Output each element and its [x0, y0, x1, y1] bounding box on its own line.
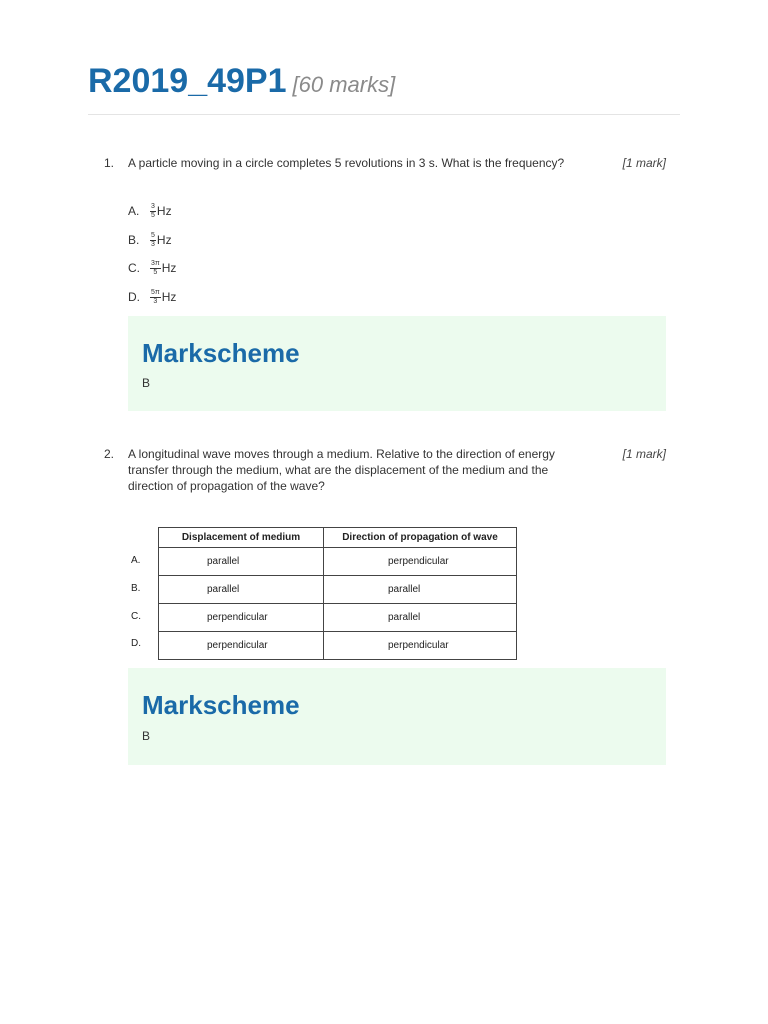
row-label: C.: [131, 611, 141, 622]
denominator: 5: [151, 211, 155, 219]
numerator: 5π: [151, 288, 160, 296]
fraction: [150, 203, 156, 220]
table-cell: parallel: [324, 576, 517, 604]
markscheme-box-2: [128, 668, 666, 765]
table-cell: perpendicular: [324, 632, 517, 660]
question-marks: [1 mark]: [622, 447, 666, 461]
markscheme-box-1: [128, 316, 666, 411]
question-2: [104, 446, 668, 496]
table-cell: perpendicular: [159, 632, 324, 660]
option-label: C.: [128, 261, 140, 275]
numerator: 3π: [151, 259, 160, 267]
markscheme-heading: Markscheme: [142, 690, 300, 720]
table-row: [159, 576, 517, 604]
markscheme-answer: B: [142, 376, 151, 390]
column-header: Displacement of medium: [159, 528, 324, 548]
question-number: 2.: [104, 447, 115, 461]
option-label: D.: [128, 290, 140, 304]
table-row: [159, 632, 517, 660]
unit: Hz: [161, 290, 177, 304]
question-text: A particle moving in a circle completes 5 revolutions in 3 s. What is the frequency?: [128, 156, 565, 170]
option-d: [128, 286, 176, 308]
table-row: [159, 604, 517, 632]
paper-code: R2019_49P1: [88, 62, 287, 100]
unit: Hz: [156, 204, 172, 218]
table-cell: perpendicular: [324, 548, 517, 576]
page-title: [88, 62, 395, 101]
fraction: [150, 289, 161, 306]
row-label: D.: [131, 638, 141, 649]
title-divider: [88, 114, 680, 115]
denominator: 3: [153, 297, 158, 305]
answer-table: [158, 527, 517, 660]
option-label: A.: [128, 204, 140, 218]
option-label: B.: [128, 233, 140, 247]
table-cell: parallel: [159, 548, 324, 576]
numerator: 5: [151, 231, 155, 239]
markscheme-heading: Markscheme: [142, 338, 300, 368]
fraction: [150, 232, 156, 249]
option-c: [128, 257, 176, 279]
table-cell: parallel: [159, 576, 324, 604]
unit: Hz: [161, 261, 177, 275]
question-text: A longitudinal wave moves through a medium. Relative to the direction of energy transfer through the medium, what are the displacement of the medium and the direction of propagation of the wave?: [128, 447, 555, 493]
markscheme-answer: B: [142, 729, 151, 743]
question-marks: [1 mark]: [622, 156, 666, 170]
option-a: [128, 200, 172, 222]
option-b: [128, 229, 172, 251]
total-marks: [60 marks]: [292, 72, 396, 97]
row-label: B.: [131, 583, 141, 594]
table-cell: perpendicular: [159, 604, 324, 632]
unit: Hz: [156, 233, 172, 247]
row-label: A.: [131, 555, 141, 566]
column-header: Direction of propagation of wave: [324, 528, 517, 548]
numerator: 3: [151, 202, 155, 210]
denominator: 5: [153, 268, 158, 276]
table-cell: parallel: [324, 604, 517, 632]
fraction: [150, 260, 161, 277]
table-row: [159, 548, 517, 576]
question-number: 1.: [104, 156, 115, 170]
denominator: 3: [151, 240, 155, 248]
